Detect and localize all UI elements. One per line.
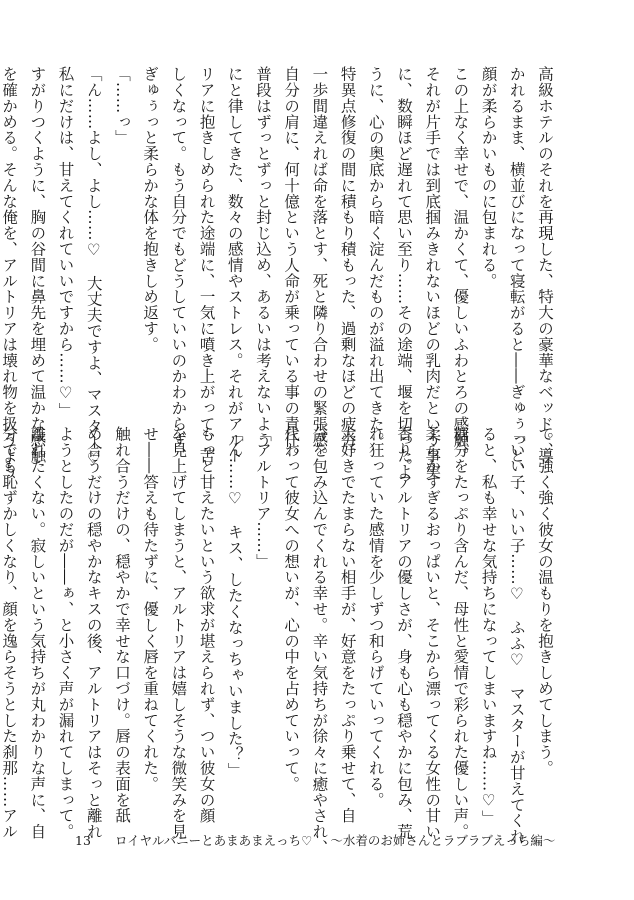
upper-text-line: 顔が柔らかいものに包まれる。: [479, 66, 498, 289]
lower-text-line: 柔らかすぎるおっぱいと、そこから漂ってくる女性の甘い: [423, 426, 442, 840]
lower-text-line: もっと甘えたいという欲求が堪えられず、つい彼女の顔: [197, 426, 216, 824]
lower-text-line: 代わって彼女への想いが、心の中を占めていって。: [282, 426, 301, 792]
lower-text-line: 大好きでたまらない相手が、好意をたっぷり乗せて、自: [338, 426, 357, 824]
page-footer: [75, 830, 559, 852]
upper-text-line: を確かめる。そんな俺を、アルトリアは壊れ物を扱うよう: [0, 66, 19, 480]
lower-text-line: せ――答えも待たずに、優しく唇を重ねてくれた。: [141, 426, 160, 792]
upper-text-line: 高級ホテルのそれを再現した、特大の豪華なベッド。導: [536, 66, 554, 464]
upper-text-line: 普段はずっとずっと封じ込め、あるいは考えないよう: [253, 66, 272, 448]
lower-text-line: 糖分をたっぷり含んだ、母性と愛情で彩られた優しい声。: [451, 426, 470, 840]
upper-text-line: に、数瞬ほど遅れて思い至り……その途端、堰を切ったよ: [394, 66, 413, 480]
lower-text-line: 香り。アルトリアの優しさが、身も心も穏やかに包み、荒: [394, 426, 413, 840]
lower-text-line: 「アルトリア……」: [253, 426, 272, 570]
upper-text-line: すがりつくように、胸の谷間に鼻先を埋めて温かな感触: [28, 66, 47, 464]
lower-text-line: 分でも恥ずかしくなり、顔を逸らそうとした刹那……アル: [0, 426, 19, 840]
lower-text-line: を見上げてしまうと、アルトリアは嬉しそうな微笑みを見: [169, 426, 188, 840]
lower-text-line: ようとしたのだが――ぁ、と小さく声が漏れてしまって。: [56, 426, 75, 840]
chapter-title: 〜水着のお姉さんとラブラブえっち編〜: [330, 833, 556, 848]
lower-text-line: れ狂っていた感情を少しずつ和らげていってくれる。: [366, 426, 385, 808]
upper-text-line: ぎゅぅっと柔らかな体を抱きしめ返す。: [141, 66, 160, 353]
lower-text-line: め合うだけの穏やかなキスの後、アルトリアはそっと離れ: [84, 426, 103, 840]
lower-text-line: 離れたくない。寂しいという気持ちが丸わかりな声に、自: [28, 426, 47, 840]
upper-text-line: うに、心の奥底から暗く淀んだものが溢れ出てきた。: [366, 66, 385, 448]
lower-text-line: 「ん……♡ キス、したくなっちゃいました？」: [225, 426, 244, 779]
lower-text-line: 分を包み込んでくれる幸せ。辛い気持ちが徐々に癒やされ、: [310, 426, 329, 856]
upper-text-block: [0, 66, 559, 480]
page-number: 13: [75, 833, 91, 848]
lower-text-line: ると、私も幸せな気持ちになってしまいますね……♡」: [479, 426, 498, 826]
upper-text-line: かれるまま、横並びになって寝転がると――ぎゅぅっと、: [507, 66, 526, 480]
upper-text-line: それが片手では到底掴みきれないほどの乳肉だという事実: [423, 66, 442, 480]
upper-text-line: にと律してきた、数々の感情やストレス。それがアルト: [225, 66, 244, 464]
upper-text-line: 一歩間違えれば命を落とす、死と隣り合わせの緊張感。: [310, 66, 329, 464]
upper-text-line: この上なく幸せで、温かくて、優しいふわとろの感触。: [451, 66, 470, 464]
lower-text-line: 「いい子、いい子……♡ ふふ♡ マスターが甘えてくれ: [507, 426, 526, 845]
upper-text-line: リアに抱きしめられた途端に、一気に噴き上がって、苦: [197, 66, 216, 464]
lower-text-line: 触れ合うだけの、穏やかで幸せな口づけ。唇の表面を舐: [112, 426, 131, 824]
upper-text-line: 「……っ」: [112, 66, 131, 146]
upper-text-line: 私にだけは、甘えてくれていいですから……♡」: [56, 66, 75, 419]
upper-text-line: しくなって。もう自分でもどうしていいのかわからず、: [169, 66, 188, 464]
upper-text-line: 「ん……よし、よし……♡ 大丈夫ですよ、マスター♡: [84, 66, 103, 469]
upper-text-line: 特異点修復の間に積もり積もった、過剰なほどの疲労。: [338, 66, 357, 464]
upper-text-line: 自分の肩に、何十億という人命が乗っている事の責任。: [282, 66, 301, 464]
book-title: ロイヤルバニーとあまあまえっち♡: [114, 833, 313, 848]
lower-text-line: て、強く強く彼女の温もりを抱きしめてしまう。: [536, 426, 554, 776]
